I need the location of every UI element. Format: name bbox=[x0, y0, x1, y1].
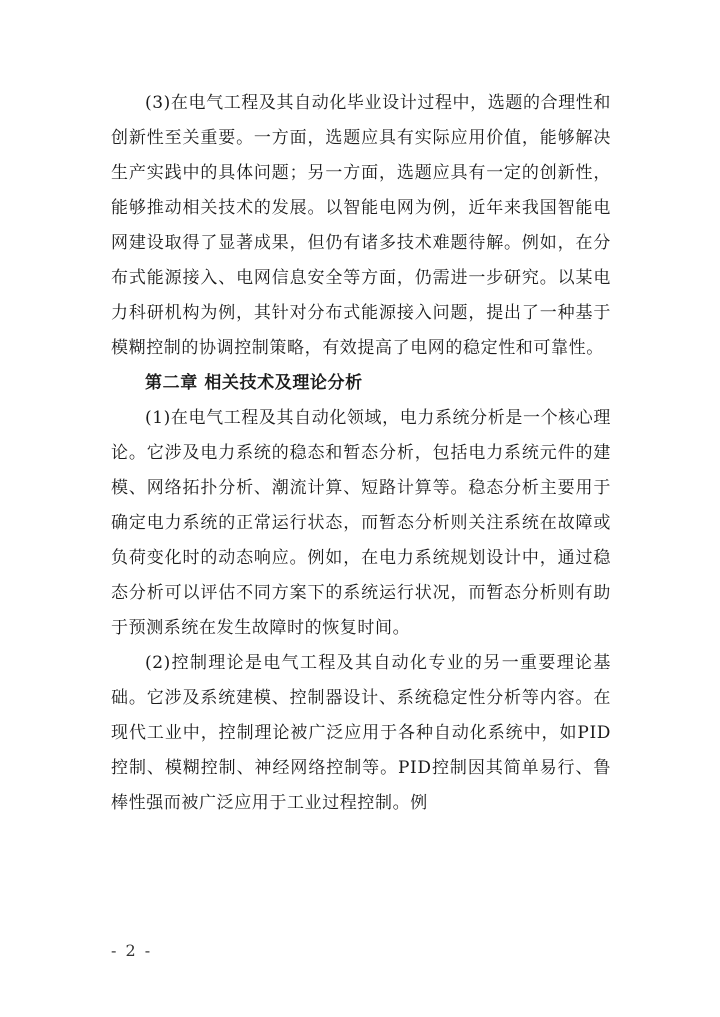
chapter-heading: 第二章 相关技术及理论分析 bbox=[145, 373, 363, 393]
document-body bbox=[111, 86, 611, 821]
paragraph-2: (2)控制理论是电气工程及其自动化专业的另一重要理论基础。它涉及系统建模、控制器设计、系统稳定性分析等内容。在现代工业中，控制理论被广泛应用于各种自动化系统中，如PID控制、模糊控制、神经网络控制等。PID控制因其简单易行、鲁棒性强而被广泛应用于工业过程控制。例 bbox=[111, 653, 611, 813]
paragraph-3: (3)在电气工程及其自动化毕业设计过程中，选题的合理性和创新性至关重要。一方面，选题应具有实际应用价值，能够解决生产实践中的具体问题；另一方面，选题应具有一定的创新性，能够推动相关技术的发展。以智能电网为例，近年来我国智能电网建设取得了显著成果，但仍有诸多技术难题待解。例如，在分布式能源接入、电网信息安全等方面，仍需进一步研究。以某电力科研机构为例，其针对分布式能源接入问题，提出了一种基于模糊控制的协调控制策略，有效提高了电网的稳定性和可靠性。 bbox=[111, 93, 611, 358]
page-number: - 2 - bbox=[111, 941, 153, 960]
paragraph-1: (1)在电气工程及其自动化领域，电力系统分析是一个核心理论。它涉及电力系统的稳态和暂态分析，包括电力系统元件的建模、网络拓扑分析、潮流计算、短路计算等。稳态分析主要用于确定电力系统的正常运行状态，而暂态分析则关注系统在故障或负荷变化时的动态响应。例如，在电力系统规划设计中，通过稳态分析可以评估不同方案下的系统运行状况，而暂态分析则有助于预测系统在发生故障时的恢复时间。 bbox=[111, 408, 611, 638]
